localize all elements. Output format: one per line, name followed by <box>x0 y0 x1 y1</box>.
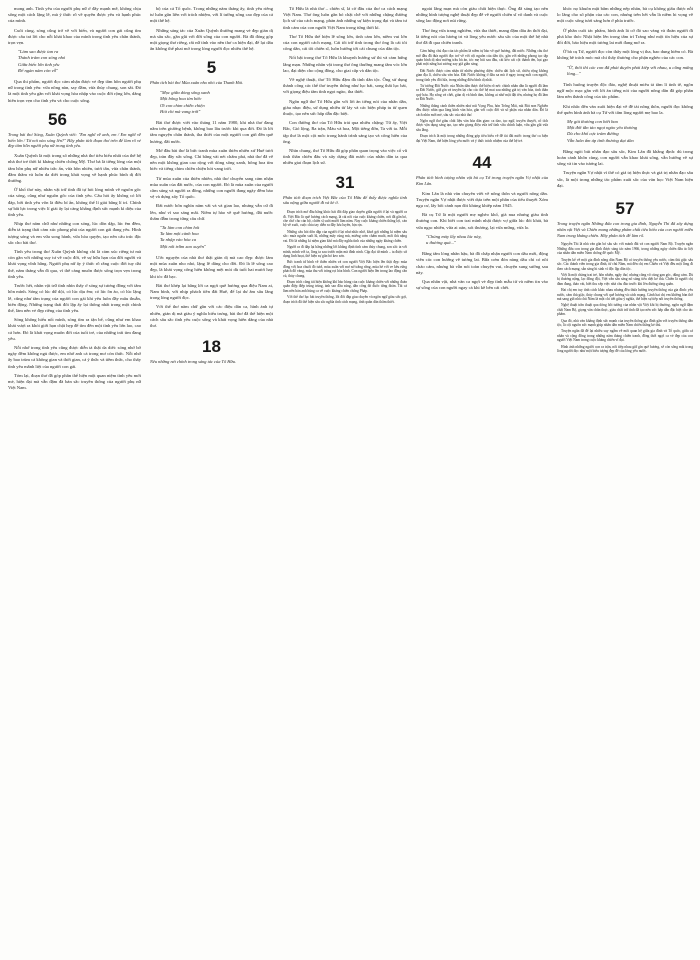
paragraph: mong anh. Tình yêu của người phụ nữ ở đây mạnh mẽ, không chịu sống một cách lặng lẽ, mà ý thức rõ về quyền được yêu và hạnh phúc của mình. <box>8 6 141 24</box>
poem-line: Mẹ già thương con biết bao <box>567 119 619 125</box>
paragraph: Nỗi nhớ trong tình yêu cũng được diễn tả thật da diết: sóng nhớ bờ ngày đêm không ngủ được, em nhớ anh cả trong mơ còn thức. Nỗi nhớ ấy bao trùm cả không gian và thời gian, cả ý thức và tiềm thức, cho thấy tình yêu mãnh liệt của người con gái. <box>8 344 141 369</box>
paragraph: Đoạn trích cũng tái hiện không khí hào hùng của cuộc kháng chiến với những đoàn quân điệp điệp trùng trùng, ánh sao đầu súng, dân công đỏ đuốc từng đoàn. Tất cả làm nên bản anh hùng ca về cuộc kháng chiến chống Pháp. <box>283 279 407 293</box>
section-prompt: Phân tích bài thơ Mùa xuân nho nhỏ của Thanh Hải. <box>150 80 244 86</box>
poem-excerpt <box>150 225 273 250</box>
paragraph: Hình ảnh những người con ra trận, nối tiếp nhau giữ gìn quê hương, sẽ còn sống mãi trong lòng người đọc như một biểu tượng đẹp đẽ của lòng yêu nước. <box>557 344 693 353</box>
section-prompt: Nêu những nét chính trong sáng tác của Tố Hữu. <box>150 359 237 365</box>
poem-line: "Làm sao được tan ra <box>18 49 59 55</box>
section-prompt: Phân tích hình tượng nhân vật bà cụ Tứ trong truyện ngắn Vợ nhặt của Kim Lân. <box>416 174 548 186</box>
poem-line: "Ừ, thôi thì các con đã phải duyên phải kiếp với nhau, u cũng mừng lòng..." <box>567 64 693 76</box>
dense-text-block <box>283 210 407 304</box>
dense-text-block <box>416 49 548 143</box>
poem-line: Một nốt trầm xao xuyến" <box>160 243 206 249</box>
paragraph: Ước nguyện của nhà thơ thật giản dị mà cao đẹp: được làm một mùa xuân nho nhỏ, lặng lẽ dâng cho đời. Đó là lẽ sống cao đẹp, là khát vọng cống hiến không mệt mỏi dù tuổi hai mươi hay khi tóc đã bạc. <box>150 254 273 279</box>
column-1 <box>8 6 141 946</box>
paragraph: Người ra đi đáp lại bằng những lời khẳng định tình cảm thủy chung, son sắt: ta với mình, mình với ta, lòng ta sau trước mặn mà đinh ninh. Cặp đại từ mình – ta được sử dụng linh hoạt, thể hiện sự gắn bó keo sơn. <box>283 245 407 258</box>
paragraph: Truyện ngắn đã để lại nhiều suy ngẫm về mối quan hệ giữa gia đình và Tổ quốc, giữa cá nhân và cộng đồng trong những năm tháng chiến tranh, đồng thời ngợi ca vẻ đẹp của con người Việt Nam trong cuộc kháng chiến vĩ đại. <box>557 329 693 343</box>
poem-excerpt <box>8 49 141 74</box>
paragraph: Sóng không hiểu nổi mình, sóng tìm ra tận bể, cũng như em khao khát vượt ra khỏi giới hạn chật hẹp để tìm đến một tình yêu lớn lao, cao cả hơn. Đó là khát vọng muôn đời của tuổi trẻ, của những trái tim đang yêu. <box>8 317 141 341</box>
paragraph: Thơ Tố Hữu thể hiện lẽ sống lớn, tình cảm lớn, niềm vui lớn của con người cách mạng. Cái tôi trữ tình trong thơ ông là cái tôi công dân, cái tôi chiến sĩ, luôn hướng tới cái chung của dân tộc. <box>283 33 407 52</box>
paragraph: Khi nhắc đến văn xuôi hiện đại về đề tài nông thôn, người đọc không thể quên hình ảnh bà cụ Tứ với tấm lòng người mẹ bao la. <box>557 103 693 115</box>
poem-line: Giữa biển lớn tình yêu <box>18 61 60 67</box>
section-number: 5 <box>206 58 217 78</box>
paragraph: Với thể thơ năm chữ gần với các điệu dân ca, hình ảnh tự nhiên, giản dị mà giàu ý nghĩa biểu trưng, bài thơ đã thể hiện một cách sâu sắc tình yêu cuộc sống và khát vọng hiến dâng của nhà thơ. <box>150 304 273 328</box>
paragraph: Tình yêu trong thơ Xuân Quỳnh không chỉ là cảm xúc riêng tư mà còn gắn với những suy tư về cuộc đời, về sự hữu hạn của đời người và khát vọng vĩnh hằng. Người phụ nữ ấy ý thức rõ rằng cuộc đời tuy dài thế, năm tháng vẫn đi qua, vì thế càng muốn được sống trọn vẹn trong tình yêu. <box>8 249 141 279</box>
paragraph: Bằng tấm lòng nhân hậu, bà đã chấp nhận người con dâu mới, động viên các con hướng về tương lai. Bữa cơm đón nàng dâu chỉ có nồi cháo cám, nhưng bà vẫn nói toàn chuyện vui, chuyện sung sướng sau này. <box>416 251 548 275</box>
paragraph: Nguyễn Thi là nhà văn gắn bó sâu sắc với mảnh đất và con người Nam Bộ. Truyện ngắn Những đứa con trong gia đình được sáng tác năm 1966, trong những ngày chiến đấu ác liệt của nhân dân miền Nam chống đế quốc Mỹ. <box>557 242 693 256</box>
dense-text-block <box>557 242 693 353</box>
paragraph: Nổi bật trong thơ Tố Hữu là khuynh hướng sử thi và cảm hứng lãng mạn. Những nhân vật trong thơ ông thường mang tầm vóc lớn lao, đại diện cho cộng đồng, cho giai cấp và dân tộc. <box>283 55 407 73</box>
paragraph: Qua đó, nhà văn khẳng định sức mạnh của truyền thống gia đình gắn với truyền thống dân tộc, là cội nguồn sức mạnh giúp nhân dân miền Nam chiến thắng kẻ thù. <box>557 318 693 327</box>
poem-line: Hót chi mà vang trời" <box>160 108 201 114</box>
paragraph: Về nghệ thuật, thơ Tố Hữu đậm đà tính dân tộc. Ông sử dụng thành công các thể thơ truyền thống như lục bát, song thất lục bát, với giọng điệu tâm tình ngọt ngào, tha thiết. <box>283 77 407 95</box>
paragraph: Việt là một chàng trai trẻ, hồn nhiên, ngây thơ, nhưng cũng vô cùng gan góc, dũng cảm. Dù bị thương nặng, lạc đồng đội, Việt vẫn sẵn sàng nổ súng tiêu diệt kẻ thù. Chiến là người chị đảm đang, tháo vát, biết thu xếp việc nhà chu đáo trước khi lên đường tòng quân. <box>557 272 693 286</box>
paragraph: bộ của cả Tổ quốc. Trong những năm tháng ấy, tình yêu riêng tư luôn gắn liền với trách nhiệm, với lí tưởng sống cao đẹp của cả một thế hệ. <box>150 6 273 24</box>
paragraph: Tố Hữu là nhà thơ – chiến sĩ, lá cờ đầu của thơ ca cách mạng Việt Nam. Thơ ông luôn gắn bó chặt chẽ với những chặng đường lịch sử của cách mạng, phản ánh những sự kiện trọng đại và tâm tư tình cảm của con người Việt Nam trong từng thời kì. <box>283 6 407 30</box>
paragraph: khóc nọ khuôn mặt bấm những nếp nhăn, bà cụ không giấu được nỗi lo lắng cho số phận của các con, nhưng trên hết vẫn là niềm hi vọng về một cuộc sống tươi sáng hơn ở phía trước. <box>557 6 693 24</box>
paragraph: Truyện kể về một gia đình nông dân Nam Bộ có truyền thống yêu nước, căm thù giặc sâu sắc. Các thành viên trong gia đình, từ chú Năm, má đến chị em Chiến và Việt đều một lòng đi theo cách mạng, sẵn sàng hi sinh vì độc lập dân tộc. <box>557 257 693 271</box>
paragraph: Truyện ngắn Vợ nhặt vì thế có giá trị hiện thực và giá trị nhân đạo sâu sắc, là một trong những tác phẩm xuất sắc của văn học Việt Nam hiện đại. <box>557 170 693 188</box>
paragraph: Hai chị em tuy tính cách khác nhau nhưng đều thừa hưởng truyền thống của gia đình: yêu nước, căm thù giặc, thủy chung với quê hương và cách mạng. Cảnh hai chị em khiêng bàn thờ má sang gửi nhà chú Năm là một chi tiết giàu ý nghĩa, thể hiện sự tiếp nối truyền thống. <box>557 288 693 301</box>
poem-line: Dù cho khổ cực trăm đường <box>567 131 619 137</box>
section-number: 57 <box>615 199 635 219</box>
column-5 <box>557 6 693 946</box>
poem-excerpt <box>416 234 548 246</box>
paragraph: Trước hết, nhân vật trữ tình nhìn thấy ở sóng sự tương đồng với tâm hồn mình. Sóng có lúc dữ dội, có lúc dịu êm; có lúc ồn ào, có lúc lặng lẽ, cũng như tâm trạng của người con gái khi yêu luôn đầy mâu thuẫn, biến động. Những trạng thái đối lập ấy lại thống nhất trong một chỉnh thể, làm nên vẻ đẹp riêng của tình yêu. <box>8 283 141 313</box>
poem-line: Thành trăm con sóng nhỏ <box>18 55 66 61</box>
poem-line: "Chúng mày lấy nhau lúc này, <box>426 233 482 239</box>
paragraph: Ngôn ngữ thơ Tố Hữu gần với lời ăn tiếng nói của nhân dân, giàu nhạc điệu, sử dụng nhiều từ láy và các biện pháp tu từ quen thuộc, tạo nên sức hấp dẫn đặc biệt. <box>283 98 407 117</box>
paragraph: Qua thi phẩm, người đọc cảm nhận được vẻ đẹp tâm hồn người phụ nữ trong tình yêu: vừa nồng nàn, say đắm, vừa thủy chung, son sắt. Đó là một tình yêu gắn với khát vọng hòa nhập vào cuộc đời rộng lớn, dâng hiến trọn vẹn cho tình yêu và cho cuộc sống. <box>8 79 141 103</box>
poem-line: Ta nhập vào hòa ca <box>160 237 197 243</box>
paragraph: Bằng ngòi bút nhân đạo sâu sắc, Kim Lân đã khẳng định: dù trong hoàn cảnh khốn cùng, con người vẫn khao khát sống, vẫn hướng về sự sống và tin vào tương lai. <box>557 148 693 167</box>
poem-excerpt <box>557 119 693 144</box>
poem-line: Vẫn luôn ấm áp tình thương dạt dào <box>567 137 634 143</box>
paragraph: Ngôn ngữ thơ giàu chất liệu văn hóa dân gian: ca dao, tục ngữ, truyền thuyết, cổ tích được vận dụng sáng tạo, tạo nên giọng điệu vừa trữ tình vừa chính luận, vừa gần gũi vừa sâu lắng. <box>416 118 548 132</box>
paragraph: Cuối cùng, sóng cũng trở về với biển, và người con gái cũng tìm được câu trả lời cho nỗi khát khao của mình trong tình yêu chân thành, trọn vẹn. <box>8 27 141 46</box>
paragraph: ngoài lãng mạn mà còn giàu chất hiện thực. Ông đã sáng tạo nên những hình tượng nghệ thuật đẹp đẽ về người chiến sĩ vô danh và cuộc sống lao động nơi núi rừng. <box>416 6 548 24</box>
section-number: 44 <box>472 152 492 172</box>
paragraph: Ở phần cuối tác phẩm, hình ảnh lá cờ đỏ sao vàng và đoàn người đi phá kho thóc Nhật hiện lên trong tâm trí Tràng như một tín hiệu của sự đổi đời, báo hiệu một tương lai mới đang mở ra. <box>557 27 693 46</box>
paragraph: Cảm hứng chủ đạo của tác phẩm là niềm tự hào về quê hương, đất nước. Những câu thơ mở đầu đã đưa người đọc trở về với cội nguồn của dân tộc, gắn với những phong tục tập quán bình dị như miếng trầu bà ăn, tóc mẹ búi sau đầu, cái kèo cái cột thành tên, hạt gạo phải một nắng hai sương xay giã giần sàng. <box>416 49 548 67</box>
column-2 <box>150 6 273 946</box>
poem-line: Để ngàn năm còn vỗ" <box>18 67 58 73</box>
paragraph: Bức tranh tứ bình về thiên nhiên và con người Việt Bắc hiện lên thật đẹp: mùa đông với hoa chuối đỏ tươi, mùa xuân với mơ nở trắng rừng, mùa hè với ve kêu rừng phách đổ vàng, mùa thu với trăng rọi hòa bình. Con người hiện lên trong lao động cần cù, thủy chung. <box>283 260 407 278</box>
poem-line: Một đời tần tảo ngọt ngào yêu thương <box>567 125 638 131</box>
poem-line: "Ta làm con chim hót <box>160 225 200 231</box>
section-prompt: Phân tích đoạn trích Việt Bắc của Tố Hữu để thấy được nghĩa tình sâu nặng giữa người đi và kẻ ở. <box>283 194 407 206</box>
paragraph: Những thắng cảnh thiên nhiên như núi Vọng Phu, hòn Trống Mái, núi Bút non Nghiên đều được nhìn qua lăng kính văn hóa, gắn với cuộc đời và số phận của nhân dân. Đó là cách nhìn mới mẻ, sâu sắc của nhà thơ. <box>416 103 548 117</box>
paragraph: Xuân Quỳnh là một trong số những nhà thơ tiêu biểu nhất của thế hệ nhà thơ trẻ thời kì kháng chiến chống Mỹ. Thơ bà là tiếng lòng của một tâm hồn phụ nữ nhiều trắc ẩn, vừa hồn nhiên, tươi tắn, vừa chân thành, đằm thắm và luôn da diết trong khát vọng về hạnh phúc bình dị đời thường. <box>8 153 141 184</box>
paragraph: Ở bà cụ Tứ, người đọc còn thấy một lòng vị tha, bao dung hiếm có. Bà không hề trách móc mà chỉ thấy thương cho phận nghèo của các con. <box>557 49 693 61</box>
paragraph: Với thể thơ lục bát truyền thống, lối đối đáp giao duyên và ngôn ngữ giàu sức gợi, đoạn trích đã thể hiện sâu sắc nghĩa tình cách mạng, tình quân dân thắm thiết. <box>283 295 407 304</box>
paragraph: Bài thơ được viết vào tháng 11 năm 1980, khi nhà thơ đang nằm trên giường bệnh, không bao lâu trước khi qua đời. Đó là lời tâm nguyện chân thành, tha thiết của một người con gửi đến quê hương, đất nước. <box>150 120 273 144</box>
paragraph: Bài thơ khép lại bằng lời ca ngợi quê hương qua điệu Nam ai, Nam bình, với nhịp phách tiền đất Huế, để lại dư âm sâu lắng trong lòng người đọc. <box>150 282 273 301</box>
paragraph: Nghệ thuật trần thuật qua dòng hồi tưởng của nhân vật Việt khi bị thương, ngôn ngữ đậm chất Nam Bộ, giọng văn chân thực, giàu chất trữ tình đã tạo nên sức hấp dẫn đặc biệt cho tác phẩm. <box>557 303 693 317</box>
poem-excerpt <box>557 65 693 77</box>
poem-line: Một bông hoa tím biếc <box>160 96 202 102</box>
poem-line: u thương quá..." <box>426 239 456 245</box>
section-number: 56 <box>48 109 67 129</box>
paragraph: Đất nước bốn nghìn năm vất vả và gian lao, nhưng vẫn cứ đi lên, như vì sao sáng mãi. Niềm tự hào về quê hương, đất nước thấm đẫm trong từng câu chữ. <box>150 203 273 221</box>
column-4 <box>416 6 548 946</box>
paragraph: Đoạn trích mở đầu bằng khúc hát đối đáp giao duyên giữa người ở lại và người ra đi. Việt Bắc là quê hương cách mạng, là cái nôi của cuộc kháng chiến, nơi đã gắn bó, che chở cho cán bộ, chiến sĩ suốt mười lăm năm. Nay cuộc kháng chiến thắng lợi, cán bộ về xuôi, cuộc chia tay diễn ra đầy lưu luyến, bịn rịn. <box>283 210 407 228</box>
column-3 <box>283 6 407 946</box>
paragraph: Tình huống truyện độc đáo, nghệ thuật miêu tả tâm lí tinh tế, ngôn ngữ mộc mạc gần với lời ăn tiếng nói của người nông dân đã góp phần làm nên thành công của tác phẩm. <box>557 82 693 100</box>
section-number: 18 <box>202 337 221 357</box>
paragraph: Nhịp thơ năm chữ như những con sóng, lúc dồn dập, lúc êm đềm, diễn tả trạng thái cảm xúc phong phú của người con gái đang yêu. Hình tượng sóng và em vừa song hành, vừa hòa quyện, tạo nên cấu trúc đặc sắc cho bài thơ. <box>8 221 141 245</box>
section-prompt: Trong truyện ngắn Những đứa con trong gia đình, Nguyễn Thi đã xây dựng nhân vật Việt và Chiến mang những phẩm chất tiêu biểu của con người miền Nam trong kháng chiến. Hãy phân tích để làm rõ. <box>557 221 693 238</box>
paragraph: Những sáng tác của Xuân Quỳnh thường mang vẻ đẹp giản dị mà sâu sắc, gần gũi với đời sống của con người. Bà đã đóng góp một giọng thơ riêng, rất nữ tính vào nền thơ ca hiện đại, để lại dấu ấn không thể phai mờ trong lòng người đọc nhiều thế hệ. <box>150 27 273 52</box>
poem-line: Ta làm một cành hoa <box>160 231 199 237</box>
section-number: 31 <box>335 172 355 192</box>
section-prompt: Trong bài thơ Sóng, Xuân Quỳnh viết: "Em nghĩ về anh, em / Em nghĩ về biển lớn / Từ nơi nào sóng lên?" Hãy phân tích đoạn thơ trên để làm rõ vẻ đẹp tâm hồn người phụ nữ trong tình yêu. <box>8 131 141 149</box>
paragraph: Thơ ông vừa trang nghiêm, vừa tha thiết, mang đậm dấu ấn thời đại, là tiếng nói của lương tri và lòng yêu nước sâu sắc của một thế hệ nhà thơ đã đi qua chiến tranh. <box>416 27 548 46</box>
paragraph: Đất Nước được cảm nhận từ nhiều phương diện: chiều dài lịch sử, chiều rộng không gian địa lí, chiều sâu văn hóa. Đất Nước không ở đâu xa mà ở ngay trong mỗi con người, trong tình yêu đôi lứa, trong những điều bình dị nhất. <box>416 68 548 82</box>
paragraph: Tư tưởng Đất Nước của Nhân dân được thể hiện rõ nét: chính nhân dân là người đã làm ra Đất Nước, giữ gìn và truyền lại cho các thế hệ mai sau những giá trị văn hóa, tinh thần quý báu. Họ sống và chết, giản dị và bình tâm, không ai nhớ mặt đặt tên, nhưng họ đã làm ra Đất Nước. <box>416 84 548 102</box>
poem-line: "Mọc giữa dòng sông xanh <box>160 90 210 96</box>
poem-line: Ơi con chim chiền chiện <box>160 102 205 108</box>
paragraph: Nhìn chung, thơ Tố Hữu đã góp phần quan trọng vào việc cổ vũ tinh thần chiến đấu và xây dựng đất nước của nhân dân ta qua nhiều giai đoạn lịch sử. <box>283 148 407 166</box>
paragraph: Những câu hỏi dồn dập của người ở lại như nhắc nhở, khơi gợi những kỉ niệm sâu sắc: mưa nguồn suối lũ, những mây cùng mù, miếng cơm chấm muối, mối thù nặng vai. Đó là những kỉ niệm gian khổ mà đầy nghĩa tình của những ngày kháng chiến. <box>283 229 407 243</box>
paragraph: Qua nhân vật, nhà văn ca ngợi vẻ đẹp tình mẫu tử và niềm tin vào sự sống của con người ngay cả khi kề bên cái chết. <box>416 278 548 291</box>
paragraph: Đoạn trích là một trong những đóng góp tiêu biểu về đề tài đất nước trong thơ ca hiện đại Việt Nam, thể hiện lòng yêu nước và ý thức trách nhiệm của thế hệ trẻ. <box>416 134 548 143</box>
paragraph: Kim Lân là nhà văn chuyên viết về nông thôn và người nông dân. Truyện ngắn Vợ nhặt được viết dựa trên một phần của tiểu thuyết Xóm ngụ cư, lấy bối cảnh nạn đói khủng khiếp năm 1945. <box>416 190 548 208</box>
paragraph: Từ mùa xuân của thiên nhiên, nhà thơ chuyển sang cảm nhận mùa xuân của đất nước, của con người. Đó là mùa xuân của người cầm súng và người ra đồng, những con người đang ngày đêm bảo vệ và dựng xây Tổ quốc. <box>150 175 273 200</box>
paragraph: Bà cụ Tứ là một người mẹ nghèo khổ, già nua nhưng giàu tình thương con. Khi biết con trai mình nhặt được vợ giữa lúc đói khát, bà vừa ngạc nhiên, vừa ai oán, xót thương, lại vừa mừng, vừa lo. <box>416 212 548 230</box>
poem-excerpt <box>150 90 273 115</box>
paragraph: Mở đầu bài thơ là bức tranh mùa xuân thiên nhiên xứ Huế tươi đẹp, tràn đầy sức sống. Chỉ bằng vài nét chấm phá, nhà thơ đã vẽ nên một không gian cao rộng với dòng sông xanh, bông hoa tím biếc và tiếng chim chiền chiện hót vang trời. <box>150 147 273 172</box>
paragraph: Ở khổ thơ này, nhân vật trữ tình đã tự hỏi lòng mình về nguồn gốc của sóng, cũng như nguồn gốc của tình yêu. Câu hỏi ấy không có lời đáp, bởi tình yêu vốn là điều bí ẩn, không thể lí giải bằng lí trí. Chính sự bất lực trong việc lí giải ấy lại càng khẳng định sức mạnh kì diệu của tình yêu. <box>8 187 141 218</box>
paragraph: Tóm lại, đoạn thơ đã góp phần thể hiện một quan niệm tình yêu mới mẻ, hiện đại mà vẫn đậm đà bản sắc truyền thống của người phụ nữ Việt Nam. <box>8 372 141 391</box>
paragraph: Con đường thơ của Tố Hữu trải qua nhiều chặng: Từ ấy, Việt Bắc, Gió lộng, Ra trận, Máu và hoa, Một tiếng đờn, Ta với ta. Mỗi tập thơ là một cột mốc trong hành trình sáng tạo và cống hiến của ông. <box>283 120 407 144</box>
